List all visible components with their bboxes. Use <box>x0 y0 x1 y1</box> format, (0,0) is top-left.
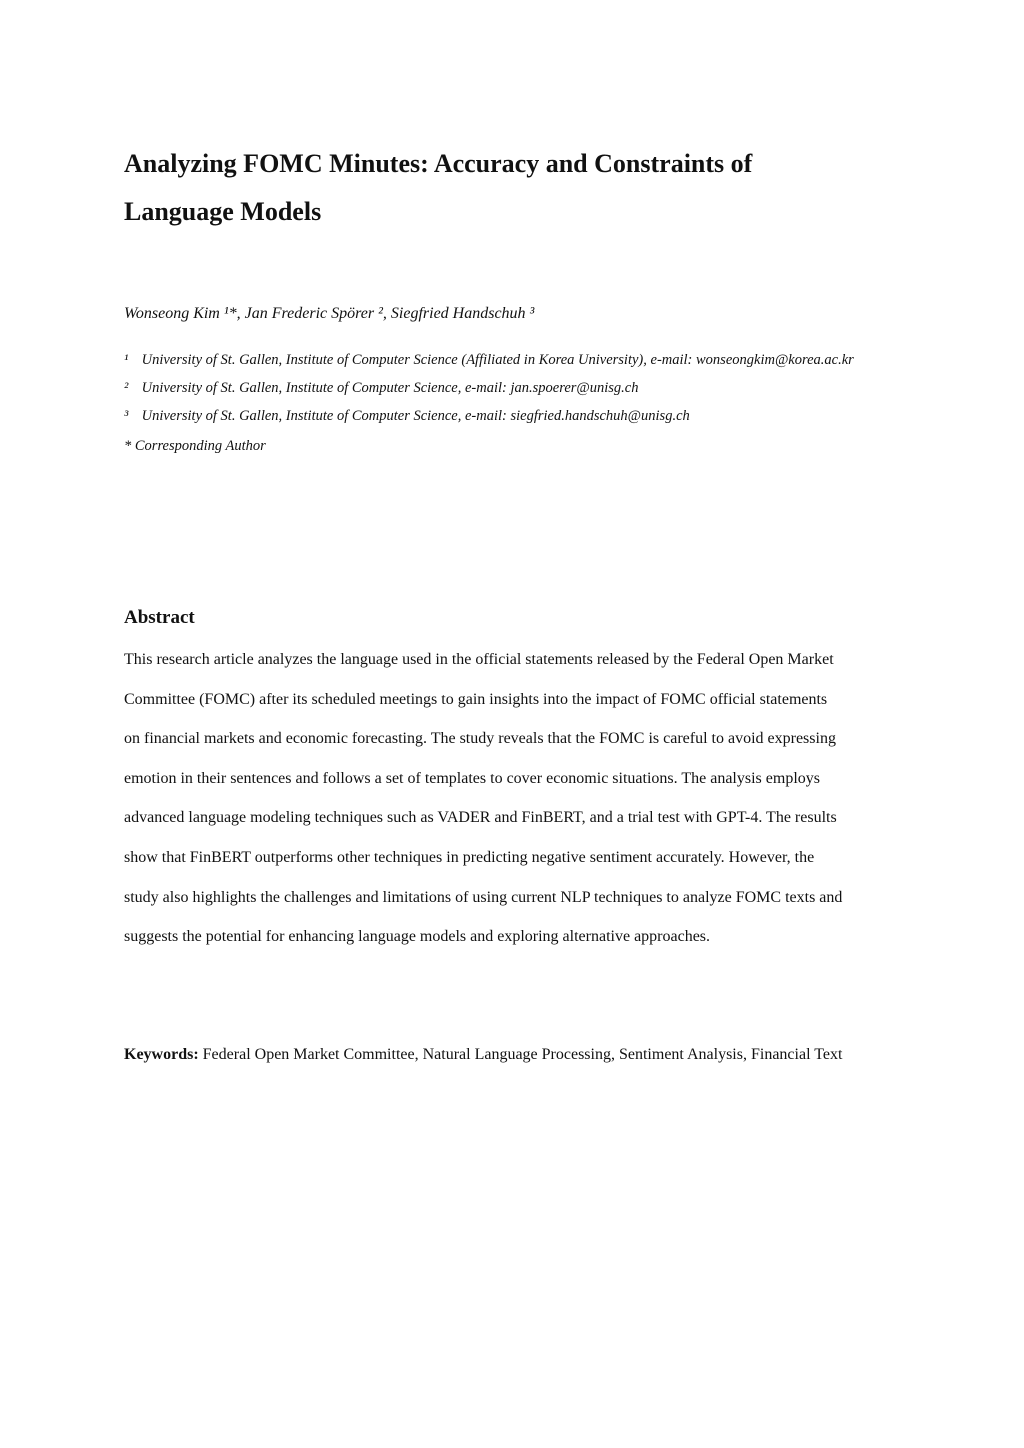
affiliation-mark: ³ <box>124 408 129 424</box>
affiliation-2 <box>124 378 638 398</box>
abstract-line: This research article analyzes the language used in the official statements released by the Federal Open Market <box>124 651 834 668</box>
paper-title <box>124 140 904 236</box>
abstract-body <box>124 640 904 957</box>
abstract-line: on financial markets and economic forecasting. The study reveals that the FOMC is careful to avoid expressing <box>124 730 836 748</box>
abstract-line: show that FinBERT outperforms other techniques in predicting negative sentiment accurately. However, the <box>124 848 815 866</box>
title-line-1: Analyzing FOMC Minutes: Accuracy and Constraints of <box>124 149 753 178</box>
affiliation-text: University of St. Gallen, Institute of Computer Science (Affiliated in Korea University), e-mail: wonseongkim@korea.ac.kr <box>141 352 854 368</box>
author-list: Wonseong Kim ¹*, Jan Frederic Spörer ², Siegfried Handschuh ³ <box>124 305 535 322</box>
abstract-line: suggests the potential for enhancing language models and exploring alternative approaches. <box>124 928 711 946</box>
abstract-line: study also highlights the challenges and limitations of using current NLP techniques to analyze FOMC texts and <box>124 888 843 906</box>
affiliation-mark: ¹ <box>124 352 129 368</box>
abstract-line: Committee (FOMC) after its scheduled meetings to gain insights into the impact of FOMC official statements <box>124 690 828 708</box>
keywords-text: Federal Open Market Committee, Natural Language Processing, Sentiment Analysis, Financial Text <box>202 1046 843 1063</box>
affiliation-1 <box>124 350 854 370</box>
abstract-line: emotion in their sentences and follows a set of templates to cover economic situations. The analysis employs <box>124 769 820 787</box>
affiliation-text: University of St. Gallen, Institute of Computer Science, e-mail: siegfried.handschuh@unisg.ch <box>141 408 690 424</box>
affiliation-mark: ² <box>124 380 129 396</box>
keywords-line <box>124 1044 842 1066</box>
affiliation-3 <box>124 406 690 426</box>
keywords-label: Keywords: <box>124 1046 199 1063</box>
affiliation-text: University of St. Gallen, Institute of Computer Science, e-mail: jan.spoerer@unisg.ch <box>141 380 639 396</box>
title-line-2: Language Models <box>124 197 322 226</box>
corresponding-author-note: * Corresponding Author <box>124 438 266 454</box>
abstract-line: advanced language modeling techniques such as VADER and FinBERT, and a trial test with GPT-4. The results <box>124 809 837 827</box>
abstract-heading: Abstract <box>124 607 195 628</box>
